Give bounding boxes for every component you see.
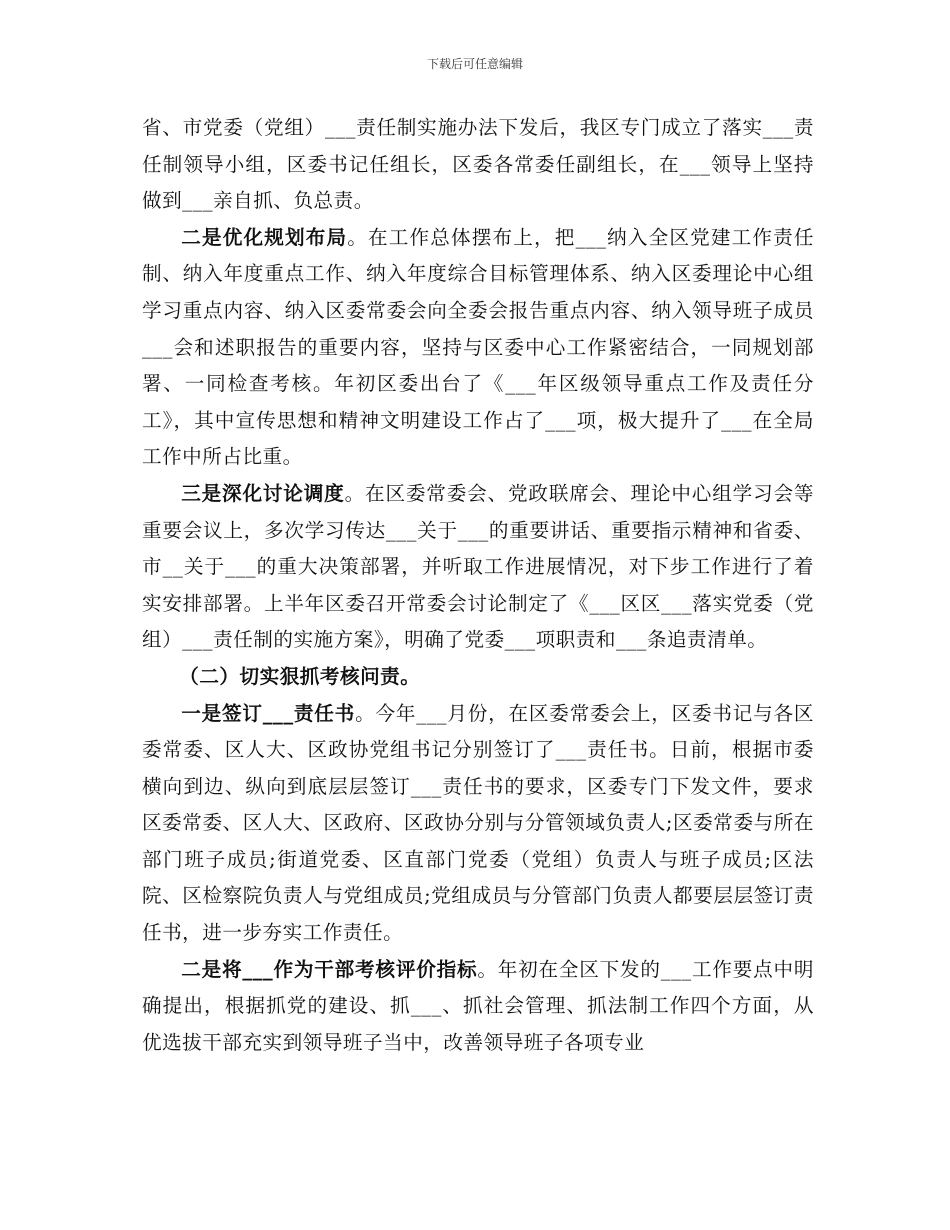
page-header: 下载后可任意编辑 <box>426 57 523 71</box>
paragraph-lead: 一是签订___责任书 <box>181 701 356 725</box>
paragraph-discussion <box>142 476 814 659</box>
paragraph-text: 。今年___月份，在区委常委会上，区委书记与各区委常委、区人大、区政协党组书记分别签订了___责任书。日前，根据市委横向到边、纵向到底层层签订___责任书的要求，区委专门下发文件，要求区委常委、区人大、区政府、区政协分别与分管领域负责人;区委常委与所在部门班子成员;街道党委、区直部门党委（党组）负责人与班子成员;区法院、区检察院负责人与党组成员;党组成员与分管部门负责人都要层层签订责任书，进一步夯实工作责任。 <box>142 701 815 945</box>
section-heading: （二）切实狠抓考核问责。 <box>179 664 421 688</box>
paragraph-lead: 二是将___作为干部考核评价指标 <box>181 957 478 981</box>
document-body <box>142 110 814 1061</box>
paragraph-text: 。在区委常委会、党政联席会、理论中心组学习会等重要会议上，多次学习传达___关于___的重要讲话、重要指示精神和省委、市__关于___的重大决策部署，并听取工作进展情况，对下步工作进行了着实安排部署。上半年区委召开常委会讨论制定了《___区区___落实党委（党组）___责任制的实施方案》，明确了党委___项职责和___条追责清单。 <box>142 481 815 652</box>
paragraph-lead: 三是深化讨论调度 <box>181 481 345 505</box>
paragraph-evaluation <box>142 952 814 1062</box>
paragraph-responsibility <box>142 696 814 952</box>
paragraph-text: 。在工作总体摆布上，把___纳入全区党建工作责任制、纳入年度重点工作、纳入年度综合目标管理体系、纳入区委理论中心组学习重点内容、纳入区委常委会向全委会报告重点内容、纳入领导班子成员___会和述职报告的重要内容，坚持与区委中心工作紧密结合，一同规划部署、一同检查考核。年初区委出台了《___年区级领导重点工作及责任分工》，其中宣传思想和精神文明建设工作占了___项，极大提升了___在全局工作中所占比重。 <box>142 225 815 469</box>
paragraph-text: 省、市党委（党组）___责任制实施办法下发后，我区专门成立了落实___责任制领导小组，区委书记任组长，区委各常委任副组长，在___领导上坚持做到___亲自抓、负总责。 <box>142 116 814 213</box>
paragraph-continuation <box>142 110 814 220</box>
paragraph-text: 。年初在全区下发的___工作要点中明确提出，根据抓党的建设、抓___、抓社会管理、抓法制工作四个方面，从优选拔干部充实到领导班子当中，改善领导班子各项专业 <box>142 957 815 1054</box>
paragraph-lead: 二是优化规划布局 <box>181 225 348 249</box>
paragraph-planning <box>142 220 814 476</box>
